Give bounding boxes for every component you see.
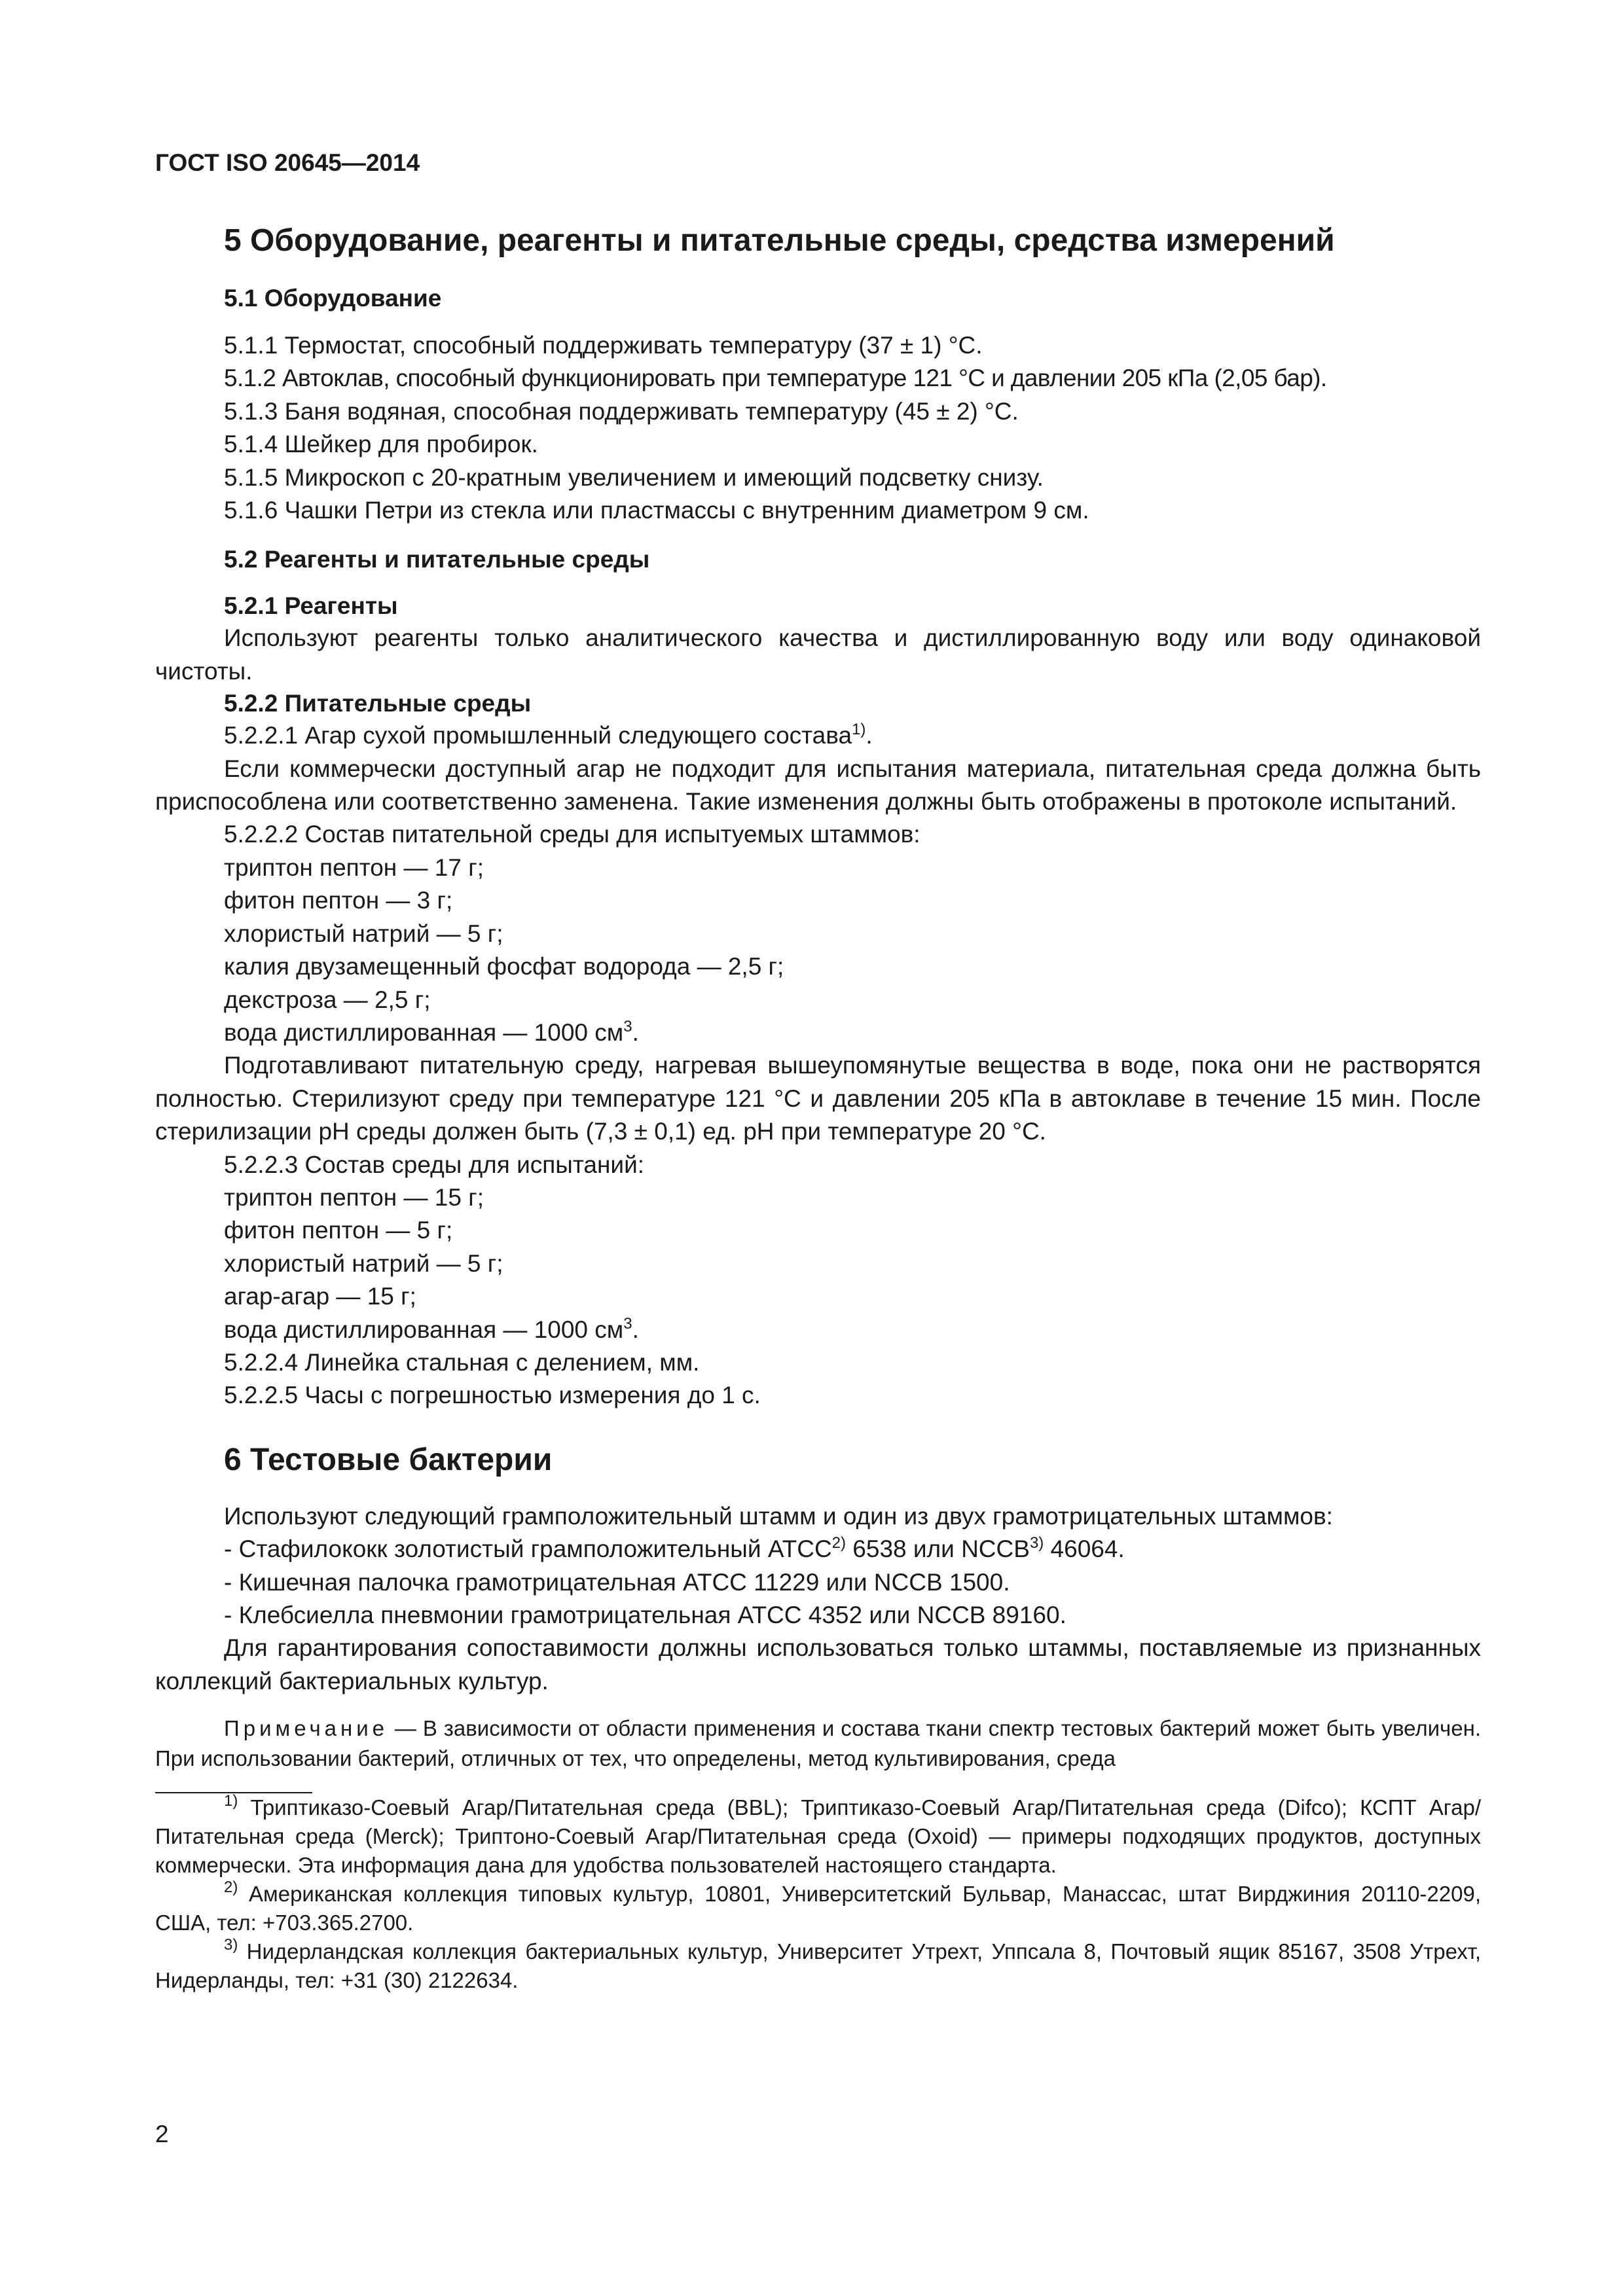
list2-item: хлористый натрий — 5 г; xyxy=(224,1249,503,1277)
list1-item: калия двузамещенный фосфат водорода — 2,5 г; xyxy=(224,953,784,980)
section-5-title: 5 Оборудование, реагенты и питательные среды, средства измерений xyxy=(224,223,1335,258)
item-5-2-2-3: 5.2.2.3 Состав среды для испытаний: xyxy=(224,1151,645,1178)
footnote-ref-2: 2) xyxy=(831,1534,847,1552)
item-5-1-4: 5.1.4 Шейкер для пробирок. xyxy=(224,431,538,458)
item-5-1-2: 5.1.2 Автоклав, способный функционировать при температуре 121 °С и давлении 205 кПа (2,05 бар). xyxy=(224,365,1327,392)
staph-text-c: 46064. xyxy=(1044,1535,1125,1563)
bacteria-item-klebsiella: - Клебсиелла пневмонии грамотрицательная АТСС 4352 или NCCB 89160. xyxy=(224,1602,1067,1628)
item-5-2-2-4: 5.2.2.4 Линейка стальная с делением, мм. xyxy=(224,1348,700,1376)
footnote-mark: 1) xyxy=(224,1792,238,1810)
footnotes xyxy=(155,1792,1481,1995)
note-text: — В зависимости от области применения и состава ткани спектр тестовых бактерий может быть увеличен. При использовании бактерий, отличных от тех, что определены, метод культивирования, среда xyxy=(155,1716,1481,1771)
preparation-text: Подготавливают питательную среду, нагревая вышеупомянутые вещества в воде, пока они не растворятся полностью. Стерилизуют среду при температуре 121 °С и давлении 205 кПа в автоклаве в течение 15 мин. После стерилизации pH среды должен быть (7,3 ± 0,1) ед. pH при температуре 20 °С. xyxy=(155,1052,1481,1145)
note-label: Примечание xyxy=(224,1716,389,1741)
item-5-2-2-1-end: . xyxy=(866,722,873,749)
subsection-5-1-title: 5.1 Оборудование xyxy=(224,285,442,312)
footnote-3 xyxy=(155,1937,1481,1995)
staph-text-b: 6538 или NCCB xyxy=(846,1535,1030,1563)
section-6-title: 6 Тестовые бактерии xyxy=(224,1442,553,1477)
list2-water-text: вода дистиллированная — 1000 см xyxy=(224,1316,624,1343)
list1-item: декстроза — 2,5 г; xyxy=(224,986,431,1013)
list2-item: триптон пептон — 15 г; xyxy=(224,1183,484,1211)
list2-item: фитон пептон — 5 г; xyxy=(224,1217,453,1244)
list2-water-end: . xyxy=(632,1316,639,1343)
reagents-text: Используют реагенты только аналитического качества и дистиллированную воду или воду одинаковой чистоты. xyxy=(155,624,1481,685)
item-5-2-2-1 xyxy=(155,719,1481,752)
item-5-1-1: 5.1.1 Термостат, способный поддерживать температуру (37 ± 1) °С. xyxy=(224,332,983,359)
bacteria-intro: Используют следующий грамположительный штамм и один из двух грамотрицательных штаммов: xyxy=(224,1502,1333,1530)
footnote-1 xyxy=(155,1793,1481,1880)
list1-item-water xyxy=(155,1016,1481,1049)
list1-item: фитон пептон — 3 г; xyxy=(224,887,453,914)
cube-superscript: 3 xyxy=(623,1017,632,1035)
item-5-1-5: 5.1.5 Микроскоп с 20-кратным увеличением и имеющий подсветку снизу. xyxy=(224,463,1044,491)
list1-item: хлористый натрий — 5 г; xyxy=(224,920,503,947)
bacteria-item-ecoli: - Кишечная палочка грамотрицательная АТСС 11229 или NCCB 1500. xyxy=(224,1568,1010,1596)
footnote-text: Триптиказо-Соевый Агар/Питательная среда (BBL); Триптиказо-Соевый Агар/Питательная среда (Difco); КСПТ Агар/Питательная среда (Merck); Триптоно-Соевый Агар/Питательная среда (Oxoid) — примеры подходящих продуктов, доступных коммерчески. Эта информация дана для удобства пользователей настоящего стандарта. xyxy=(155,1795,1481,1878)
staph-text-a: - Стафилококк золотистый грамположительный АТСС xyxy=(224,1535,832,1563)
bacteria-item-staphylococcus xyxy=(155,1533,1481,1566)
item-5-2-2-5: 5.2.2.5 Часы с погрешностью измерения до 1 с. xyxy=(224,1382,761,1409)
document-code-header: ГОСТ ISO 20645—2014 xyxy=(155,149,420,176)
bacteria-closing: Для гарантирования сопоставимости должны использоваться только штаммы, поставляемые из признанных коллекций бактериальных культур. xyxy=(155,1634,1481,1695)
note xyxy=(155,1713,1481,1774)
list2-item-water xyxy=(155,1314,1481,1346)
footnote-ref-3: 3) xyxy=(1029,1534,1044,1552)
footnote-ref-1: 1) xyxy=(852,721,866,739)
page-content xyxy=(155,219,1481,1995)
subsection-5-2-2-title: 5.2.2 Питательные среды xyxy=(224,690,532,717)
page-number: 2 xyxy=(155,2121,169,2147)
list1-water-end: . xyxy=(632,1018,639,1046)
list1-item: триптон пептон — 17 г; xyxy=(224,853,484,881)
item-5-1-6: 5.1.6 Чашки Петри из стекла или пластмассы с внутренним диаметром 9 см. xyxy=(224,497,1089,524)
subsection-5-2-title: 5.2 Реагенты и питательные среды xyxy=(224,546,650,573)
item-5-1-3: 5.1.3 Баня водяная, способная поддерживать температуру (45 ± 2) °С. xyxy=(224,397,1019,425)
item-5-2-2-1-text: 5.2.2.1 Агар сухой промышленный следующего состава xyxy=(224,722,852,749)
list2-item: агар-агар — 15 г; xyxy=(224,1283,416,1310)
footnote-text: Американская коллекция типовых культур, 10801, Университетский Бульвар, Манассас, штат Вирджиния 20110-2209, США, тел: +703.365.2700. xyxy=(155,1882,1481,1935)
footnote-mark: 2) xyxy=(224,1878,238,1897)
subsection-5-2-1-title: 5.2.1 Реагенты xyxy=(224,592,398,620)
footnote-text: Нидерландская коллекция бактериальных культур, Университет Утрехт, Уппсала 8, Почтовый ящик 85167, 3508 Утрехт, Нидерланды, тел: +31 (30) 2122634. xyxy=(155,1939,1481,1993)
agar-replacement-text: Если коммерчески доступный агар не подходит для испытания материала, питательная среда должна быть приспособлена или соответственно заменена. Такие изменения должны быть отображены в протоколе испытаний. xyxy=(155,755,1481,816)
cube-superscript: 3 xyxy=(623,1314,632,1333)
footnote-2 xyxy=(155,1880,1481,1937)
footnote-mark: 3) xyxy=(224,1936,238,1954)
list1-water-text: вода дистиллированная — 1000 см xyxy=(224,1018,624,1046)
item-5-2-2-2: 5.2.2.2 Состав питательной среды для испытуемых штаммов: xyxy=(224,821,921,848)
